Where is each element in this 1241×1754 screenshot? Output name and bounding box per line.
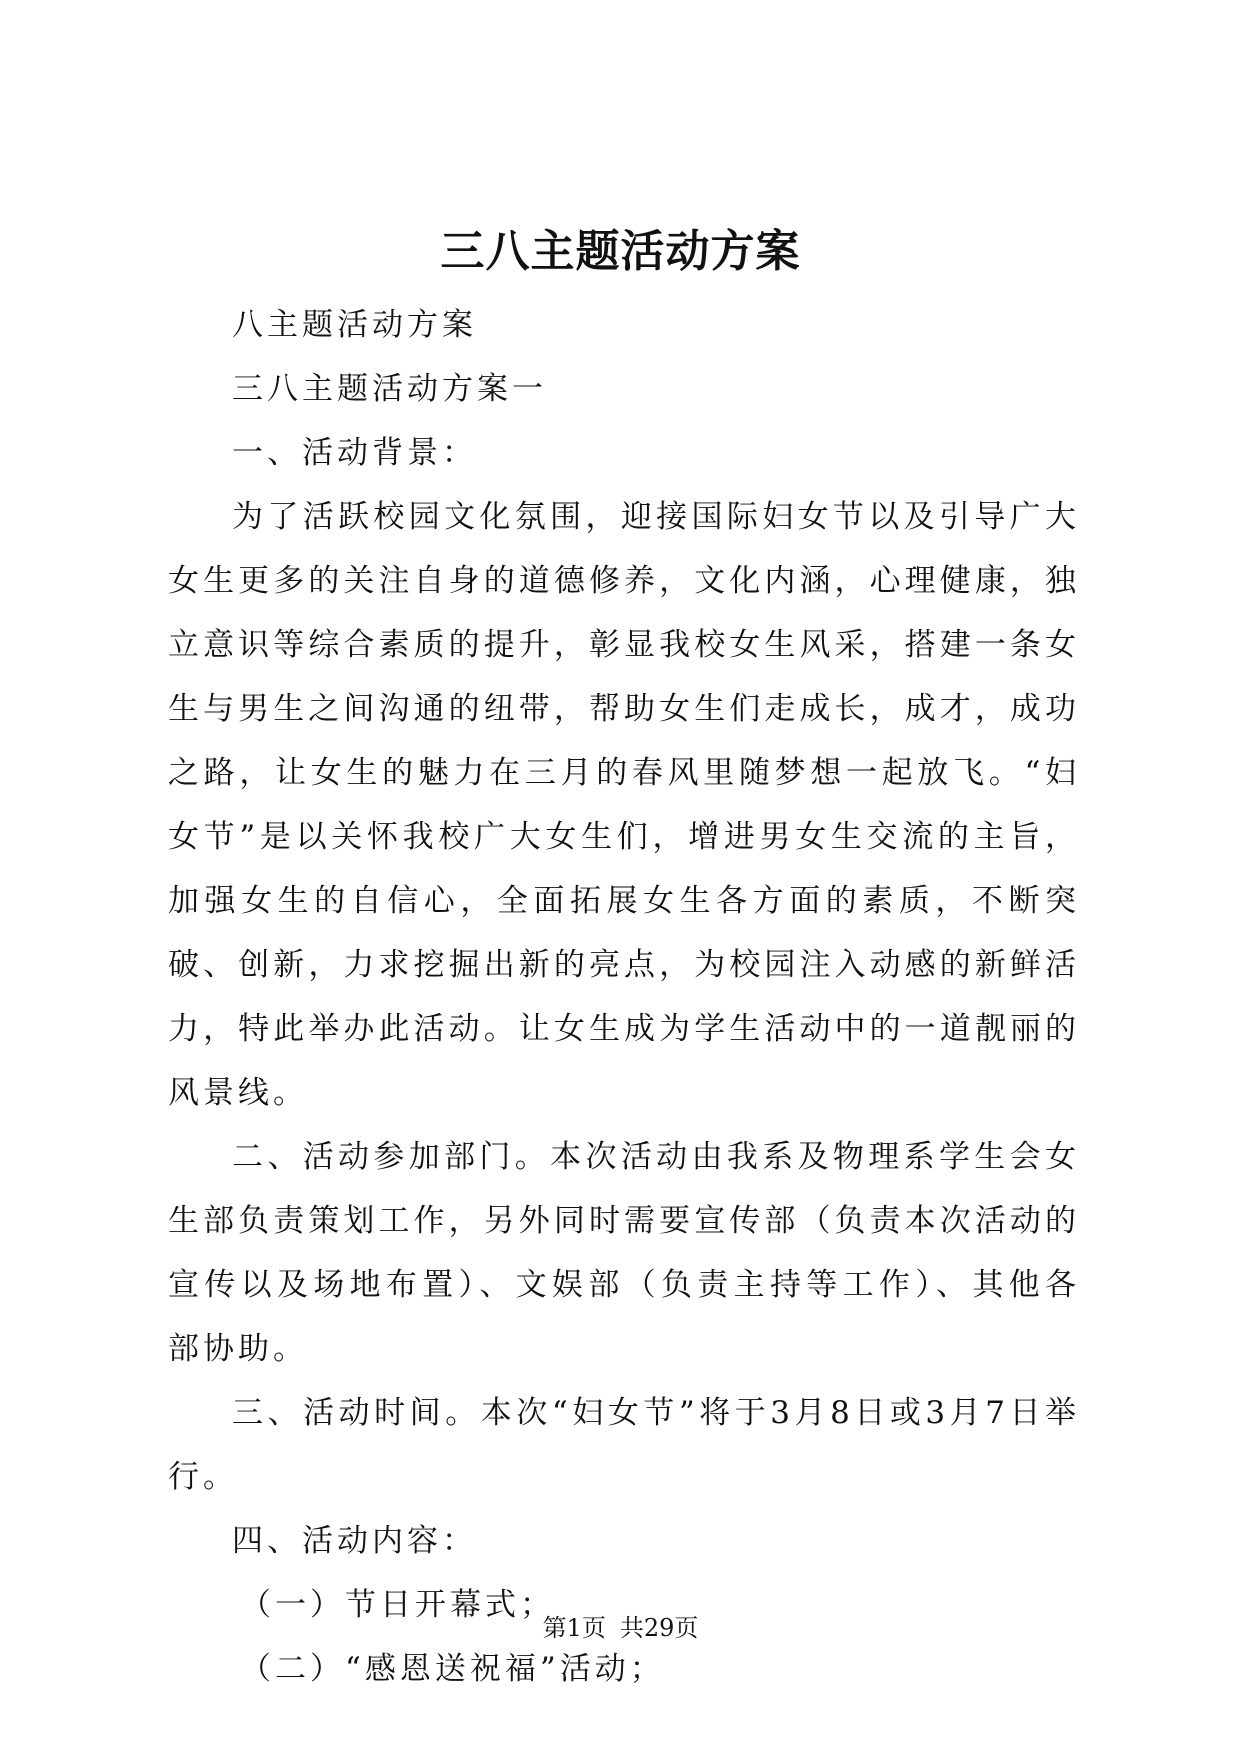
- paragraph-subtitle: 八主题活动方案: [232, 307, 477, 343]
- paragraph-background: 为了活跃校园文化氛围，迎接国际妇女节以及引导广大女生更多的关注自身的道德修养，文化内涵，心理健康，独立意识等综合素质的提升，彰显我校女生风采，搭建一条女生与男生之间沟通的纽带，帮助女生们走成长，成才，成功之路，让女生的魅力在三月的春风里随梦想一起放飞。“妇女节”是以关怀我校广大女生们，增进男女生交流的主旨，加强女生的自信心，全面拓展女生各方面的素质，不断突破、创新，力求挖掘出新的亮点，为校园注入动感的新鲜活力，特此举办此活动。让女生成为学生活动中的一道靓丽的风景线。: [168, 499, 1080, 1111]
- document-title: 三八主题活动方案: [440, 226, 801, 277]
- paragraph-departments: 二、活动参加部门。本次活动由我系及物理系学生会女生部负责策划工作，另外同时需要宣传部（负责本次活动的宣传以及场地布置）、文娱部（负责主持等工作）、其他各部协助。: [168, 1139, 1080, 1367]
- list-item-opening: （一）节日开幕式；: [240, 1587, 555, 1623]
- paragraph-time: 三、活动时间。本次“妇女节”将于3月8日或3月7日举行。: [168, 1395, 1080, 1495]
- document-body: [168, 293, 1080, 1701]
- page-number: 第1页: [542, 1614, 606, 1642]
- page-total: 共29页: [619, 1614, 699, 1642]
- paragraph-heading-background: 一、活动背景：: [232, 435, 477, 471]
- paragraph-heading-content: 四、活动内容：: [232, 1523, 477, 1559]
- paragraph-section-heading: 三八主题活动方案一: [232, 371, 547, 407]
- list-item-blessing: （二）“感恩送祝福”活动；: [240, 1651, 665, 1687]
- page-footer: [0, 1610, 1241, 1646]
